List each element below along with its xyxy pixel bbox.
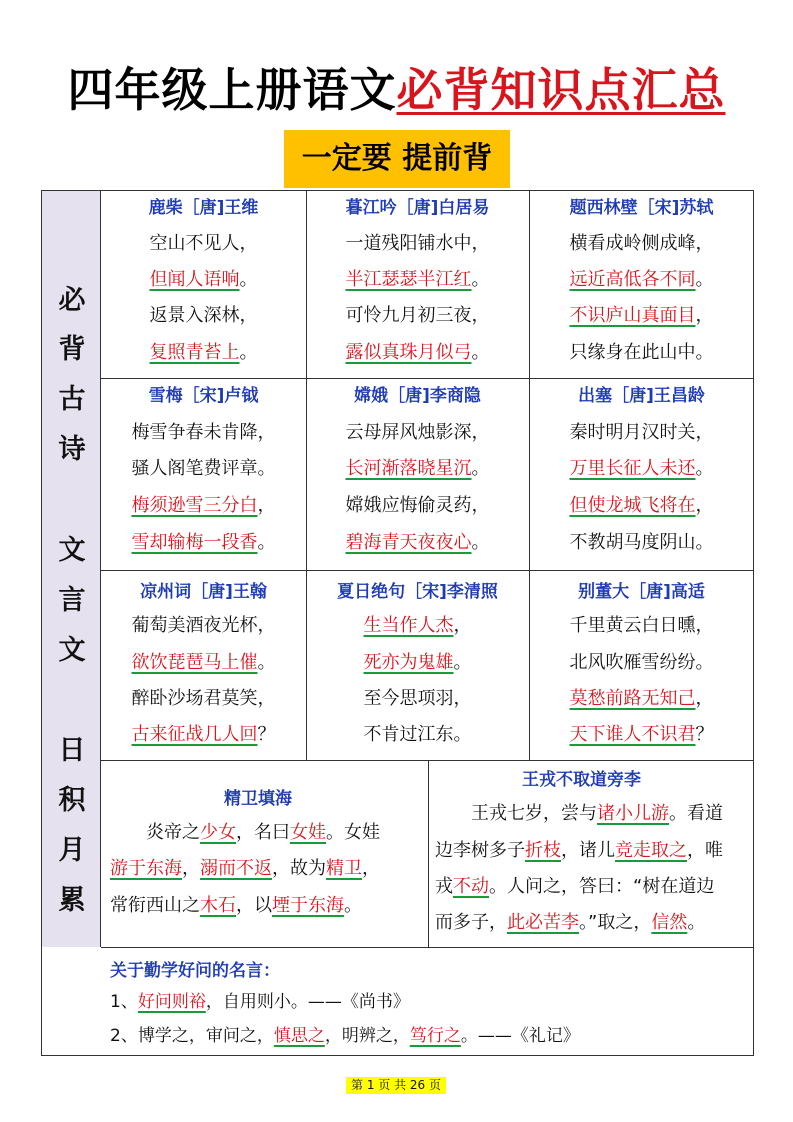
key-phrase: 碧海青天夜夜心 — [345, 532, 472, 553]
poem-cell — [529, 378, 754, 570]
key-phrase: 生当作人杰 — [363, 615, 454, 636]
side-char: 积 — [58, 785, 86, 816]
key-phrase: 信然 — [651, 912, 688, 933]
poem-line — [306, 267, 529, 293]
text-segment: ， — [362, 858, 380, 879]
key-phrase: 雪却输梅一段香 — [131, 532, 258, 553]
poem-title: 雪梅［宋]卢钺 — [148, 386, 259, 406]
side-char: 日 — [58, 735, 86, 766]
poem-line — [101, 456, 306, 482]
text-segment: ，诸儿 — [561, 840, 615, 861]
text-segment: ？ — [257, 724, 276, 745]
text-segment: 醉卧沙场君莫笑， — [131, 688, 276, 709]
side-char: 背 — [58, 334, 86, 365]
poem-title: 鹿柴［唐]王维 — [148, 198, 259, 218]
text-segment: 北风吹雁雪纷纷。 — [569, 652, 714, 673]
prose-line — [110, 856, 380, 882]
prose-line — [435, 874, 714, 900]
text-segment: 常衔西山之 — [110, 895, 200, 916]
side-char: 文 — [58, 535, 86, 566]
poem-line — [101, 493, 306, 519]
text-segment: 。 — [471, 269, 490, 290]
text-segment: ，以 — [236, 895, 272, 916]
key-phrase: 不识庐山真面目 — [569, 305, 696, 326]
poem-title: 嫦娥［唐]李商隐 — [354, 386, 481, 406]
poem-line — [101, 420, 306, 446]
key-phrase: 木石 — [200, 895, 236, 916]
key-phrase: 少女 — [200, 822, 236, 843]
key-phrase: 但使龙城飞将在 — [569, 495, 696, 516]
text-segment: 千里黄云白日曛， — [569, 615, 714, 636]
poem-line — [306, 650, 529, 676]
prose-line — [435, 801, 723, 827]
text-segment: ， — [182, 858, 200, 879]
poem-line — [529, 650, 754, 676]
text-segment: 嫦娥应悔偷灵药， — [345, 495, 490, 516]
poem-line — [529, 456, 754, 482]
poem-line — [101, 231, 306, 257]
text-segment: 可怜九月初三夜， — [345, 305, 490, 326]
key-phrase: 女娃 — [290, 822, 326, 843]
key-phrase: 欲饮琵琶马上催 — [131, 652, 258, 673]
poem-line — [529, 303, 754, 329]
text-segment: 。 — [687, 912, 706, 933]
text-segment: 骚人阁笔费评章。 — [131, 458, 276, 479]
poem-line — [306, 303, 529, 329]
text-segment: 边李树多子 — [435, 840, 525, 861]
poem-cell — [101, 570, 306, 760]
prose-line — [110, 820, 380, 846]
key-phrase: 莫愁前路无知己 — [569, 688, 696, 709]
title-black: 四年级上册语文 — [67, 63, 397, 117]
quote-line — [110, 1023, 580, 1049]
prose-title: 精卫填海 — [224, 789, 292, 809]
poem-title: 夏日绝句［宋]李清照 — [337, 582, 498, 602]
side-char: 必 — [58, 285, 86, 316]
key-phrase: 笃行之 — [409, 1026, 461, 1046]
side-label — [41, 190, 101, 947]
poem-line — [306, 686, 529, 712]
key-phrase: 但闻人语响 — [149, 269, 240, 290]
poem-cell — [529, 570, 754, 760]
page-title — [0, 58, 793, 122]
text-segment: 戎 — [435, 876, 453, 897]
poem-line — [529, 231, 754, 257]
key-phrase: 长河渐落晓星沉 — [345, 458, 472, 479]
text-segment: 。 — [695, 458, 714, 479]
poem-line — [529, 493, 754, 519]
text-segment: 。——《礼记》 — [460, 1026, 580, 1046]
text-segment: ，故为 — [272, 858, 326, 879]
prose-line — [435, 838, 723, 864]
key-phrase: 天下谁人不识君 — [569, 724, 696, 745]
text-segment: 。 — [257, 532, 276, 553]
banner: 一定要 提前背 — [284, 130, 510, 188]
text-segment: 返景入深林， — [149, 305, 258, 326]
text-segment: ，名曰 — [236, 822, 290, 843]
key-phrase: 古来征战几人回 — [131, 724, 258, 745]
poem-line — [529, 722, 754, 748]
text-segment: 。 — [344, 895, 362, 916]
text-segment: 。女娃 — [326, 822, 380, 843]
poem-line — [101, 722, 306, 748]
poem-cell — [101, 378, 306, 570]
poem-line — [529, 340, 754, 366]
text-segment: 。 — [695, 269, 714, 290]
poem-line — [306, 456, 529, 482]
poem-line — [306, 613, 529, 639]
text-segment: ， — [695, 495, 714, 516]
text-segment: 。人问之，答曰：“树在道边 — [489, 876, 715, 897]
side-char: 古 — [58, 384, 86, 415]
text-segment: ， — [695, 688, 714, 709]
key-phrase: 溺而不返 — [200, 858, 272, 879]
key-phrase: 精卫 — [326, 858, 362, 879]
poem-line — [306, 340, 529, 366]
text-segment: 只缘身在此山中。 — [569, 342, 714, 363]
side-char: 言 — [58, 585, 86, 616]
poem-cell — [306, 378, 529, 570]
poem-line — [101, 613, 306, 639]
text-segment: ，自用则小。——《尚书》 — [205, 992, 410, 1012]
key-phrase: 露似真珠月似弓 — [345, 342, 472, 363]
key-phrase: 折枝 — [525, 840, 561, 861]
poem-title: 题西林壁［宋]苏轼 — [569, 198, 714, 218]
text-segment: 至今思项羽， — [363, 688, 472, 709]
text-segment: ，明辨之， — [324, 1026, 410, 1046]
text-segment: ， — [695, 305, 714, 326]
prose-line — [435, 910, 705, 936]
col-divider — [428, 760, 429, 947]
poem-line — [101, 303, 306, 329]
poem-line — [306, 722, 529, 748]
key-phrase: 远近高低各不同 — [569, 269, 696, 290]
text-segment: ？ — [695, 724, 714, 745]
poem-line — [529, 613, 754, 639]
text-segment: 炎帝之 — [110, 822, 200, 843]
text-segment: 而多子， — [435, 912, 507, 933]
key-phrase: 慎思之 — [273, 1026, 325, 1046]
text-segment: 。 — [471, 342, 490, 363]
key-phrase: 诸小儿游 — [597, 803, 669, 824]
poem-line — [101, 267, 306, 293]
poem-cell — [529, 190, 754, 378]
text-segment: 。 — [471, 458, 490, 479]
text-segment: 不肯过江东。 — [363, 724, 472, 745]
title-red: 必背知识点汇总 — [396, 63, 726, 117]
text-segment: 。”取之， — [579, 912, 652, 933]
quote-line — [110, 989, 410, 1015]
poem-line — [306, 530, 529, 556]
side-char: 月 — [58, 835, 86, 866]
poem-line — [101, 530, 306, 556]
poem-line — [101, 686, 306, 712]
text-segment: ，唯 — [687, 840, 723, 861]
text-segment: 。看道 — [669, 803, 723, 824]
prose-line — [110, 893, 362, 919]
key-phrase: 此必苦李 — [507, 912, 579, 933]
poem-title: 别董大［唐]高适 — [578, 582, 705, 602]
poem-line — [306, 493, 529, 519]
text-segment: 。 — [239, 269, 258, 290]
text-segment: 。 — [239, 342, 258, 363]
text-segment: 。 — [453, 652, 472, 673]
poem-line — [529, 267, 754, 293]
key-phrase: 好问则裕 — [137, 992, 206, 1012]
poem-line — [529, 530, 754, 556]
quotes-heading: 关于勤学好问的名言： — [110, 961, 280, 981]
text-segment: ， — [257, 495, 276, 516]
poem-line — [101, 340, 306, 366]
page-footer: 第 1 页 共 26 页 — [346, 1077, 446, 1094]
poem-title: 凉州词［唐]王翰 — [140, 582, 267, 602]
text-segment: 1、 — [110, 992, 138, 1012]
text-segment: 空山不见人， — [149, 233, 258, 254]
poem-title: 暮江吟［唐]白居易 — [345, 198, 490, 218]
poem-cell — [306, 190, 529, 378]
key-phrase: 不动 — [453, 876, 489, 897]
key-phrase: 堙于东海 — [272, 895, 344, 916]
poem-line — [529, 686, 754, 712]
poem-line — [306, 420, 529, 446]
poem-line — [306, 231, 529, 257]
key-phrase: 竞走取之 — [615, 840, 687, 861]
key-phrase: 万里长征人未还 — [569, 458, 696, 479]
text-segment: ， — [453, 615, 472, 636]
text-segment: 2、博学之，审问之， — [110, 1026, 274, 1046]
poem-line — [101, 650, 306, 676]
key-phrase: 半江瑟瑟半江红 — [345, 269, 472, 290]
text-segment: 梅雪争春未肯降， — [131, 422, 276, 443]
prose-title: 王戎不取道旁李 — [522, 770, 641, 790]
text-segment: 云母屏风烛影深， — [345, 422, 490, 443]
key-phrase: 游于东海 — [110, 858, 182, 879]
text-segment: 秦时明月汉时关， — [569, 422, 714, 443]
text-segment: 一道残阳铺水中， — [345, 233, 490, 254]
key-phrase: 复照青苔上 — [149, 342, 240, 363]
poem-cell — [306, 570, 529, 760]
text-segment: 葡萄美酒夜光杯， — [131, 615, 276, 636]
key-phrase: 死亦为鬼雄 — [363, 652, 454, 673]
poem-cell — [101, 190, 306, 378]
text-segment: 。 — [257, 652, 276, 673]
text-segment: 王戎七岁，尝与 — [435, 803, 597, 824]
poem-title: 出塞［唐]王昌龄 — [578, 386, 705, 406]
side-char: 文 — [58, 635, 86, 666]
text-segment: 横看成岭侧成峰， — [569, 233, 714, 254]
poem-line — [529, 420, 754, 446]
side-char: 诗 — [58, 434, 86, 465]
row-divider — [101, 947, 754, 948]
text-segment: 不教胡马度阴山。 — [569, 532, 714, 553]
text-segment: 。 — [471, 532, 490, 553]
side-char: 累 — [58, 885, 86, 916]
key-phrase: 梅须逊雪三分白 — [131, 495, 258, 516]
